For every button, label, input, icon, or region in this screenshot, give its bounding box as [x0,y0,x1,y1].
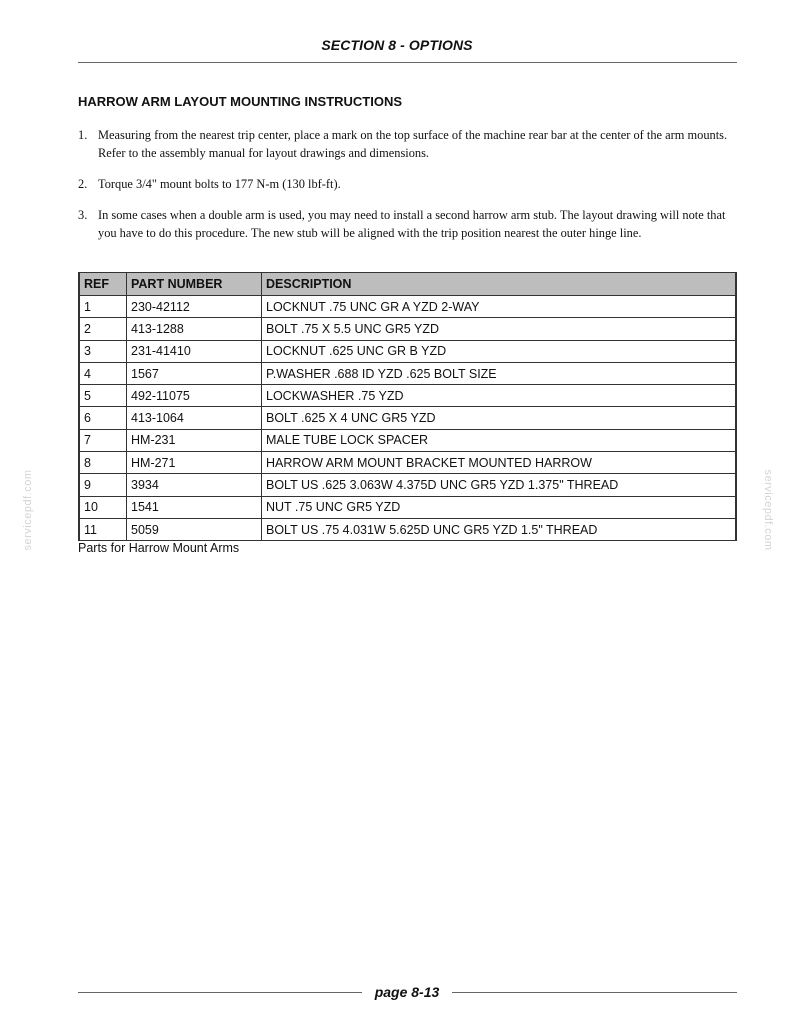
table-body [79,296,736,541]
cell-ref: 6 [79,407,127,429]
table-row [79,385,736,407]
step-number: 3. [78,208,88,222]
cell-description: P.WASHER .688 ID YZD .625 BOLT SIZE [262,362,737,384]
table-row [79,496,736,518]
cell-part-number: 3934 [127,474,262,496]
cell-description: LOCKWASHER .75 YZD [262,385,737,407]
cell-description: LOCKNUT .75 UNC GR A YZD 2-WAY [262,296,737,318]
instruction-step [78,206,740,242]
cell-description: LOCKNUT .625 UNC GR B YZD [262,340,737,362]
step-number: 1. [78,128,88,142]
instruction-step [78,175,740,193]
table-header-row [79,273,736,296]
cell-ref: 7 [79,429,127,451]
cell-part-number: HM-231 [127,429,262,451]
cell-description: NUT .75 UNC GR5 YZD [262,496,737,518]
page-number: page 8-13 [374,984,440,1000]
watermark-right: servicepdf.com [762,469,774,551]
page-header-title: SECTION 8 - OPTIONS [321,37,473,53]
cell-description: BOLT US .625 3.063W 4.375D UNC GR5 YZD 1.375" THREAD [262,474,737,496]
step-text: Torque 3/4" mount bolts to 177 N-m (130 lbf-ft). [98,177,341,191]
instruction-step [78,126,740,162]
section-heading: HARROW ARM LAYOUT MOUNTING INSTRUCTIONS [78,94,403,109]
column-header-description: DESCRIPTION [262,273,737,296]
cell-part-number: 492-11075 [127,385,262,407]
cell-ref: 9 [79,474,127,496]
cell-ref: 8 [79,452,127,474]
column-header-part-number: PART NUMBER [127,273,262,296]
cell-description: BOLT .75 X 5.5 UNC GR5 YZD [262,318,737,340]
table-row [79,452,736,474]
cell-ref: 10 [79,496,127,518]
cell-ref: 1 [79,296,127,318]
table-row [79,407,736,429]
cell-ref: 5 [79,385,127,407]
column-header-ref: REF [79,273,127,296]
header-divider [78,62,737,63]
footer-divider-right [452,992,737,993]
table-row [79,296,736,318]
instruction-list [78,126,740,255]
cell-part-number: 231-41410 [127,340,262,362]
table-caption: Parts for Harrow Mount Arms [78,541,240,555]
cell-part-number: 5059 [127,518,262,540]
cell-description: HARROW ARM MOUNT BRACKET MOUNTED HARROW [262,452,737,474]
cell-part-number: 413-1064 [127,407,262,429]
table-row [79,474,736,496]
parts-table [78,272,737,541]
step-text: Measuring from the nearest trip center, place a mark on the top surface of the machine rear bar at the center of the arm mounts. Refer to the assembly manual for layout drawings and dimensions. [98,128,728,160]
step-text: In some cases when a double arm is used, you may need to install a second harrow arm stub. The layout drawing will note that you have to do this procedure. The new stub will be aligned with the trip position nearest the outer hinge line. [98,208,726,240]
table-row [79,518,736,540]
table-row [79,340,736,362]
cell-part-number: 413-1288 [127,318,262,340]
table-row [79,362,736,384]
cell-part-number: 1567 [127,362,262,384]
table-row [79,318,736,340]
cell-ref: 3 [79,340,127,362]
table-row [79,429,736,451]
cell-ref: 4 [79,362,127,384]
cell-description: BOLT .625 X 4 UNC GR5 YZD [262,407,737,429]
cell-part-number: HM-271 [127,452,262,474]
cell-part-number: 230-42112 [127,296,262,318]
cell-description: BOLT US .75 4.031W 5.625D UNC GR5 YZD 1.5" THREAD [262,518,737,540]
cell-description: MALE TUBE LOCK SPACER [262,429,737,451]
step-number: 2. [78,177,88,191]
cell-ref: 11 [79,518,127,540]
watermark-left: servicepdf.com [22,469,34,551]
cell-part-number: 1541 [127,496,262,518]
footer-divider-left [78,992,362,993]
cell-ref: 2 [79,318,127,340]
